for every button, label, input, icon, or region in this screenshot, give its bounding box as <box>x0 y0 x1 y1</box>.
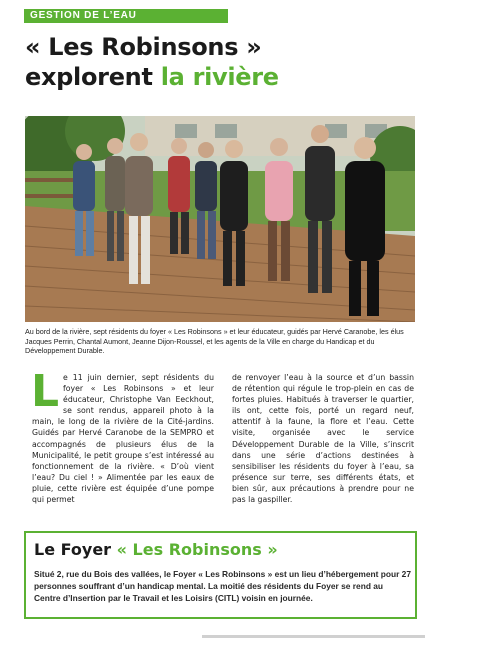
page-divider <box>202 635 425 638</box>
article-text-1: e 11 juin dernier, sept résidents du foyer « Les Robinsons » et leur éducateur, Christophe Van Eeckhout, se sont rendus, appareil photo à la main, le long de la rivière de la Cité-jardins. Guidés par Hervé Caranobe de la SEMPRO et accompagnés de plusieurs élus de la Municipalité, le petit groupe s’est intéressé au fonctionnement de la rivière. « D’où vient l’eau? Du ciel ! » Alimentée par les eaux de pluie, cette rivière est équipée d’une pompe qui permet <box>32 373 214 505</box>
foyer-title <box>34 540 278 559</box>
foyer-title-green: « Les Robinsons » <box>116 540 278 559</box>
foyer-info-box <box>24 531 417 619</box>
headline-line2-green: la rivière <box>160 63 279 91</box>
headline-line2-dark: explorent <box>25 63 161 91</box>
headline <box>25 32 445 92</box>
group-photo <box>25 116 415 322</box>
article-column-2: de renvoyer l’eau à la source et d’un bassin de rétention qui régule le trop-plein en cas de fortes pluies. Habitués à traverser le quartier, ils ont, cette fois, porté un regard neuf, attentif à la faune, la flore et l’eau. Cette visite, organisée avec le service Développement Durable de la Ville, s’inscrit dans une série d’actions destinées à sensibiliser les résidents du foyer à l’eau, sa présence sur terre, ses différents états, et bien sûr, aux précautions à prendre pour ne pas la gaspiller. <box>232 373 414 505</box>
photo-caption: Au bord de la rivière, sept résidents du foyer « Les Robinsons » et leur éducateur, guidés par Hervé Caranobe, les élus Jacques Perrin, Chantal Aumont, Jeanne Dijon-Roussel, et les agents de la Ville en charge du Handicap et du Développement Durable. <box>25 327 404 356</box>
dropcap: L <box>31 366 60 417</box>
foyer-title-dark: Le Foyer <box>34 540 117 559</box>
photo-illustration <box>25 116 415 322</box>
headline-line1: « Les Robinsons » <box>25 33 262 61</box>
article-column-1 <box>31 366 214 505</box>
foyer-text: Situé 2, rue du Bois des vallées, le Foyer « Les Robinsons » est un lieu d’hébergement pour 27 personnes souffrant d’un handicap mental. La moitié des résidents du Foyer se rend au Centre d’Insertion par le Travail et les Loisirs (CITL) voisin en journée. <box>34 569 411 603</box>
section-label: GESTION DE L’EAU <box>24 9 228 23</box>
